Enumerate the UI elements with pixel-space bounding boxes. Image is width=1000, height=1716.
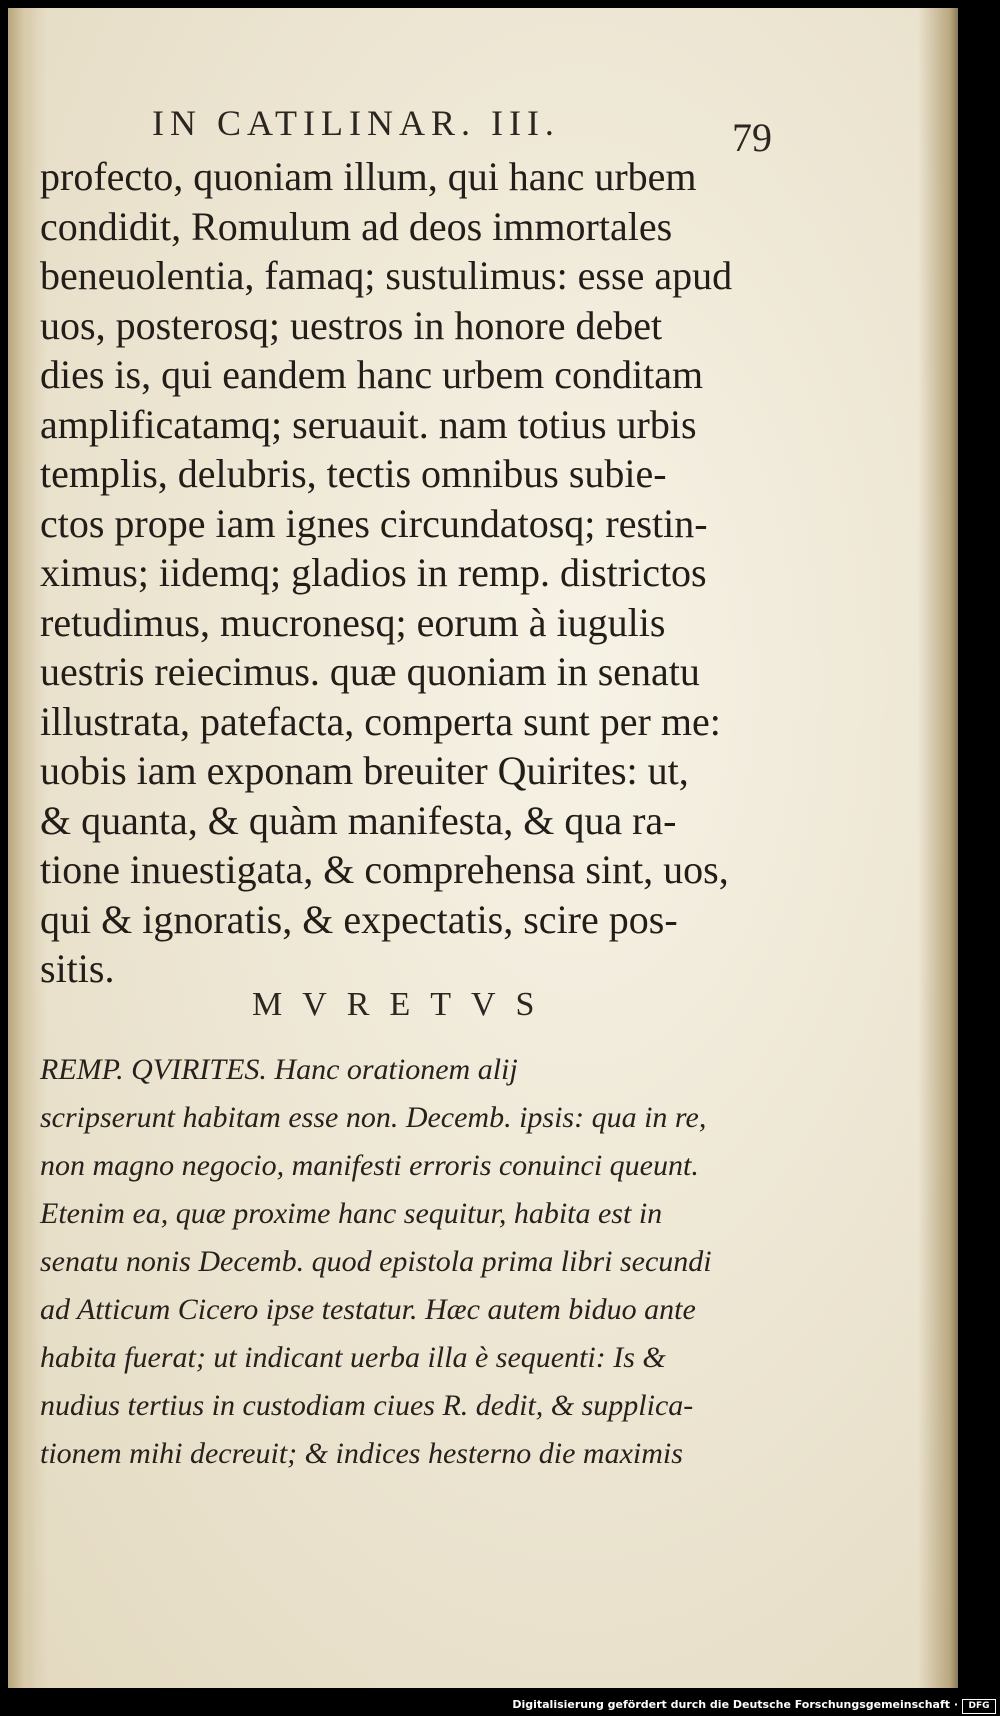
text-line: sitis.	[40, 946, 115, 991]
running-title: IN CATILINAR. III.	[152, 103, 560, 143]
commentary-line: scripserunt habitam esse non. Decemb. ipsis: qua in re,	[40, 1101, 707, 1134]
commentary-line: tionem mihi decreuit; & indices hesterno die maximis	[40, 1437, 683, 1470]
commentary-heading: MVRETVS	[252, 986, 555, 1023]
text-line: tione inuestigata, & comprehensa sint, uos,	[40, 847, 729, 892]
text-line: uestris reiecimus. quæ quoniam in senatu	[40, 649, 700, 694]
text-line: profecto, quoniam illum, qui hanc urbem	[40, 154, 697, 199]
commentary-line: ad Atticum Cicero ipse testatur. Hæc autem biduo ante	[40, 1293, 696, 1326]
text-line: uobis iam exponam breuiter Quirites: ut,	[40, 748, 689, 793]
page-edge-shadow	[918, 8, 958, 1688]
digitization-credit: Digitalisierung gefördert durch die Deutsche Forschungsgemeinschaft ·	[512, 1698, 958, 1711]
main-text-block	[40, 152, 830, 994]
text-line: uos, posterosq; uestros in honore debet	[40, 302, 663, 348]
text-line: ctos prope iam ignes circundatosq; restin-	[40, 500, 708, 546]
text-line: templis, delubris, tectis omnibus subie-	[40, 451, 667, 496]
page-number: 79	[732, 115, 772, 160]
dfg-logo-icon: DFG	[962, 1699, 996, 1714]
text-line: illustrata, patefacta, comperta sunt per me:	[40, 698, 721, 744]
commentary-block	[40, 1046, 830, 1478]
text-line: ximus; iidemq; gladios in remp. districtos	[40, 550, 707, 595]
text-line: qui & ignoratis, & expectatis, scire pos-	[40, 896, 678, 942]
text-line: beneuolentia, famaq; sustulimus: esse apud	[40, 253, 733, 298]
text-line: retudimus, mucronesq; eorum à iugulis	[40, 599, 666, 645]
text-line: amplificatamq; seruauit. nam totius urbis	[40, 401, 697, 447]
commentary-line: senatu nonis Decemb. quod epistola prima libri secundi	[40, 1245, 712, 1278]
commentary-line: nudius tertius in custodiam ciues R. dedit, & supplica-	[40, 1389, 694, 1422]
text-line: condidit, Romulum ad deos immortales	[40, 203, 673, 249]
commentary-line: Etenim ea, quæ proxime hanc sequitur, habita est in	[40, 1197, 663, 1230]
text-line: dies is, qui eandem hanc urbem conditam	[40, 352, 704, 397]
binding-shadow	[8, 8, 36, 1688]
commentary-line: habita fuerat; ut indicant uerba illa è sequenti: Is &	[40, 1341, 666, 1374]
text-line: & quanta, & quàm manifesta, & qua ra-	[40, 797, 677, 843]
commentary-line: non magno negocio, manifesti erroris conuinci queunt.	[40, 1149, 699, 1182]
commentary-line: REMP. QVIRITES. Hanc orationem alij	[40, 1053, 518, 1086]
